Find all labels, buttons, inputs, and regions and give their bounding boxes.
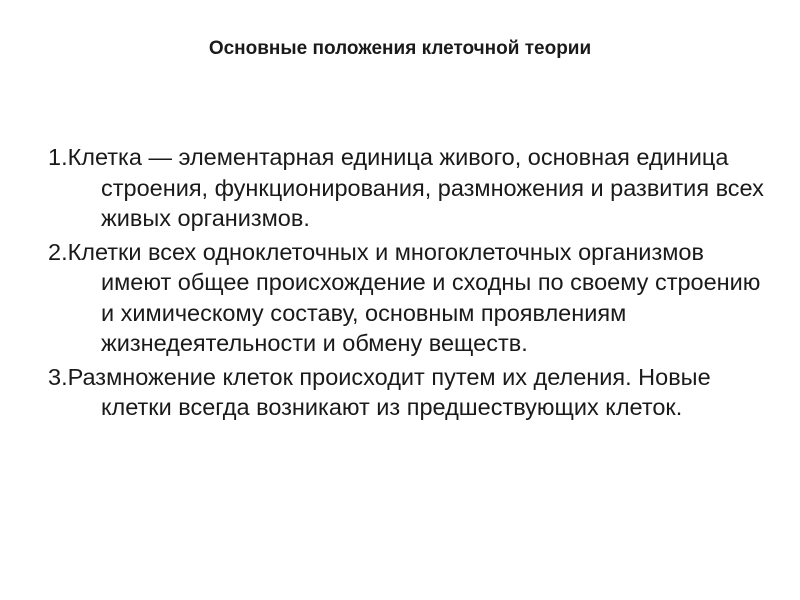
theory-point-2: 2.Клетки всех одноклеточных и многоклеточных организмов имеют общее происхождение и сходны по своему строению и химическому составу, основным проявлениям жизнедеятельности и обмену веществ.: [48, 238, 761, 356]
theory-point-3: 3.Размножение клеток происходит путем их деления. Новые клетки всегда возникают из предшествующих клеток.: [48, 363, 711, 420]
slide-title: Основные положения клеточной теории: [208, 38, 592, 59]
theory-points-list: [48, 142, 768, 426]
theory-point-1: 1.Клетка — элементарная единица живого, основная единица строения, функционирования, размножения и развития всех живых организмов.: [48, 144, 764, 231]
